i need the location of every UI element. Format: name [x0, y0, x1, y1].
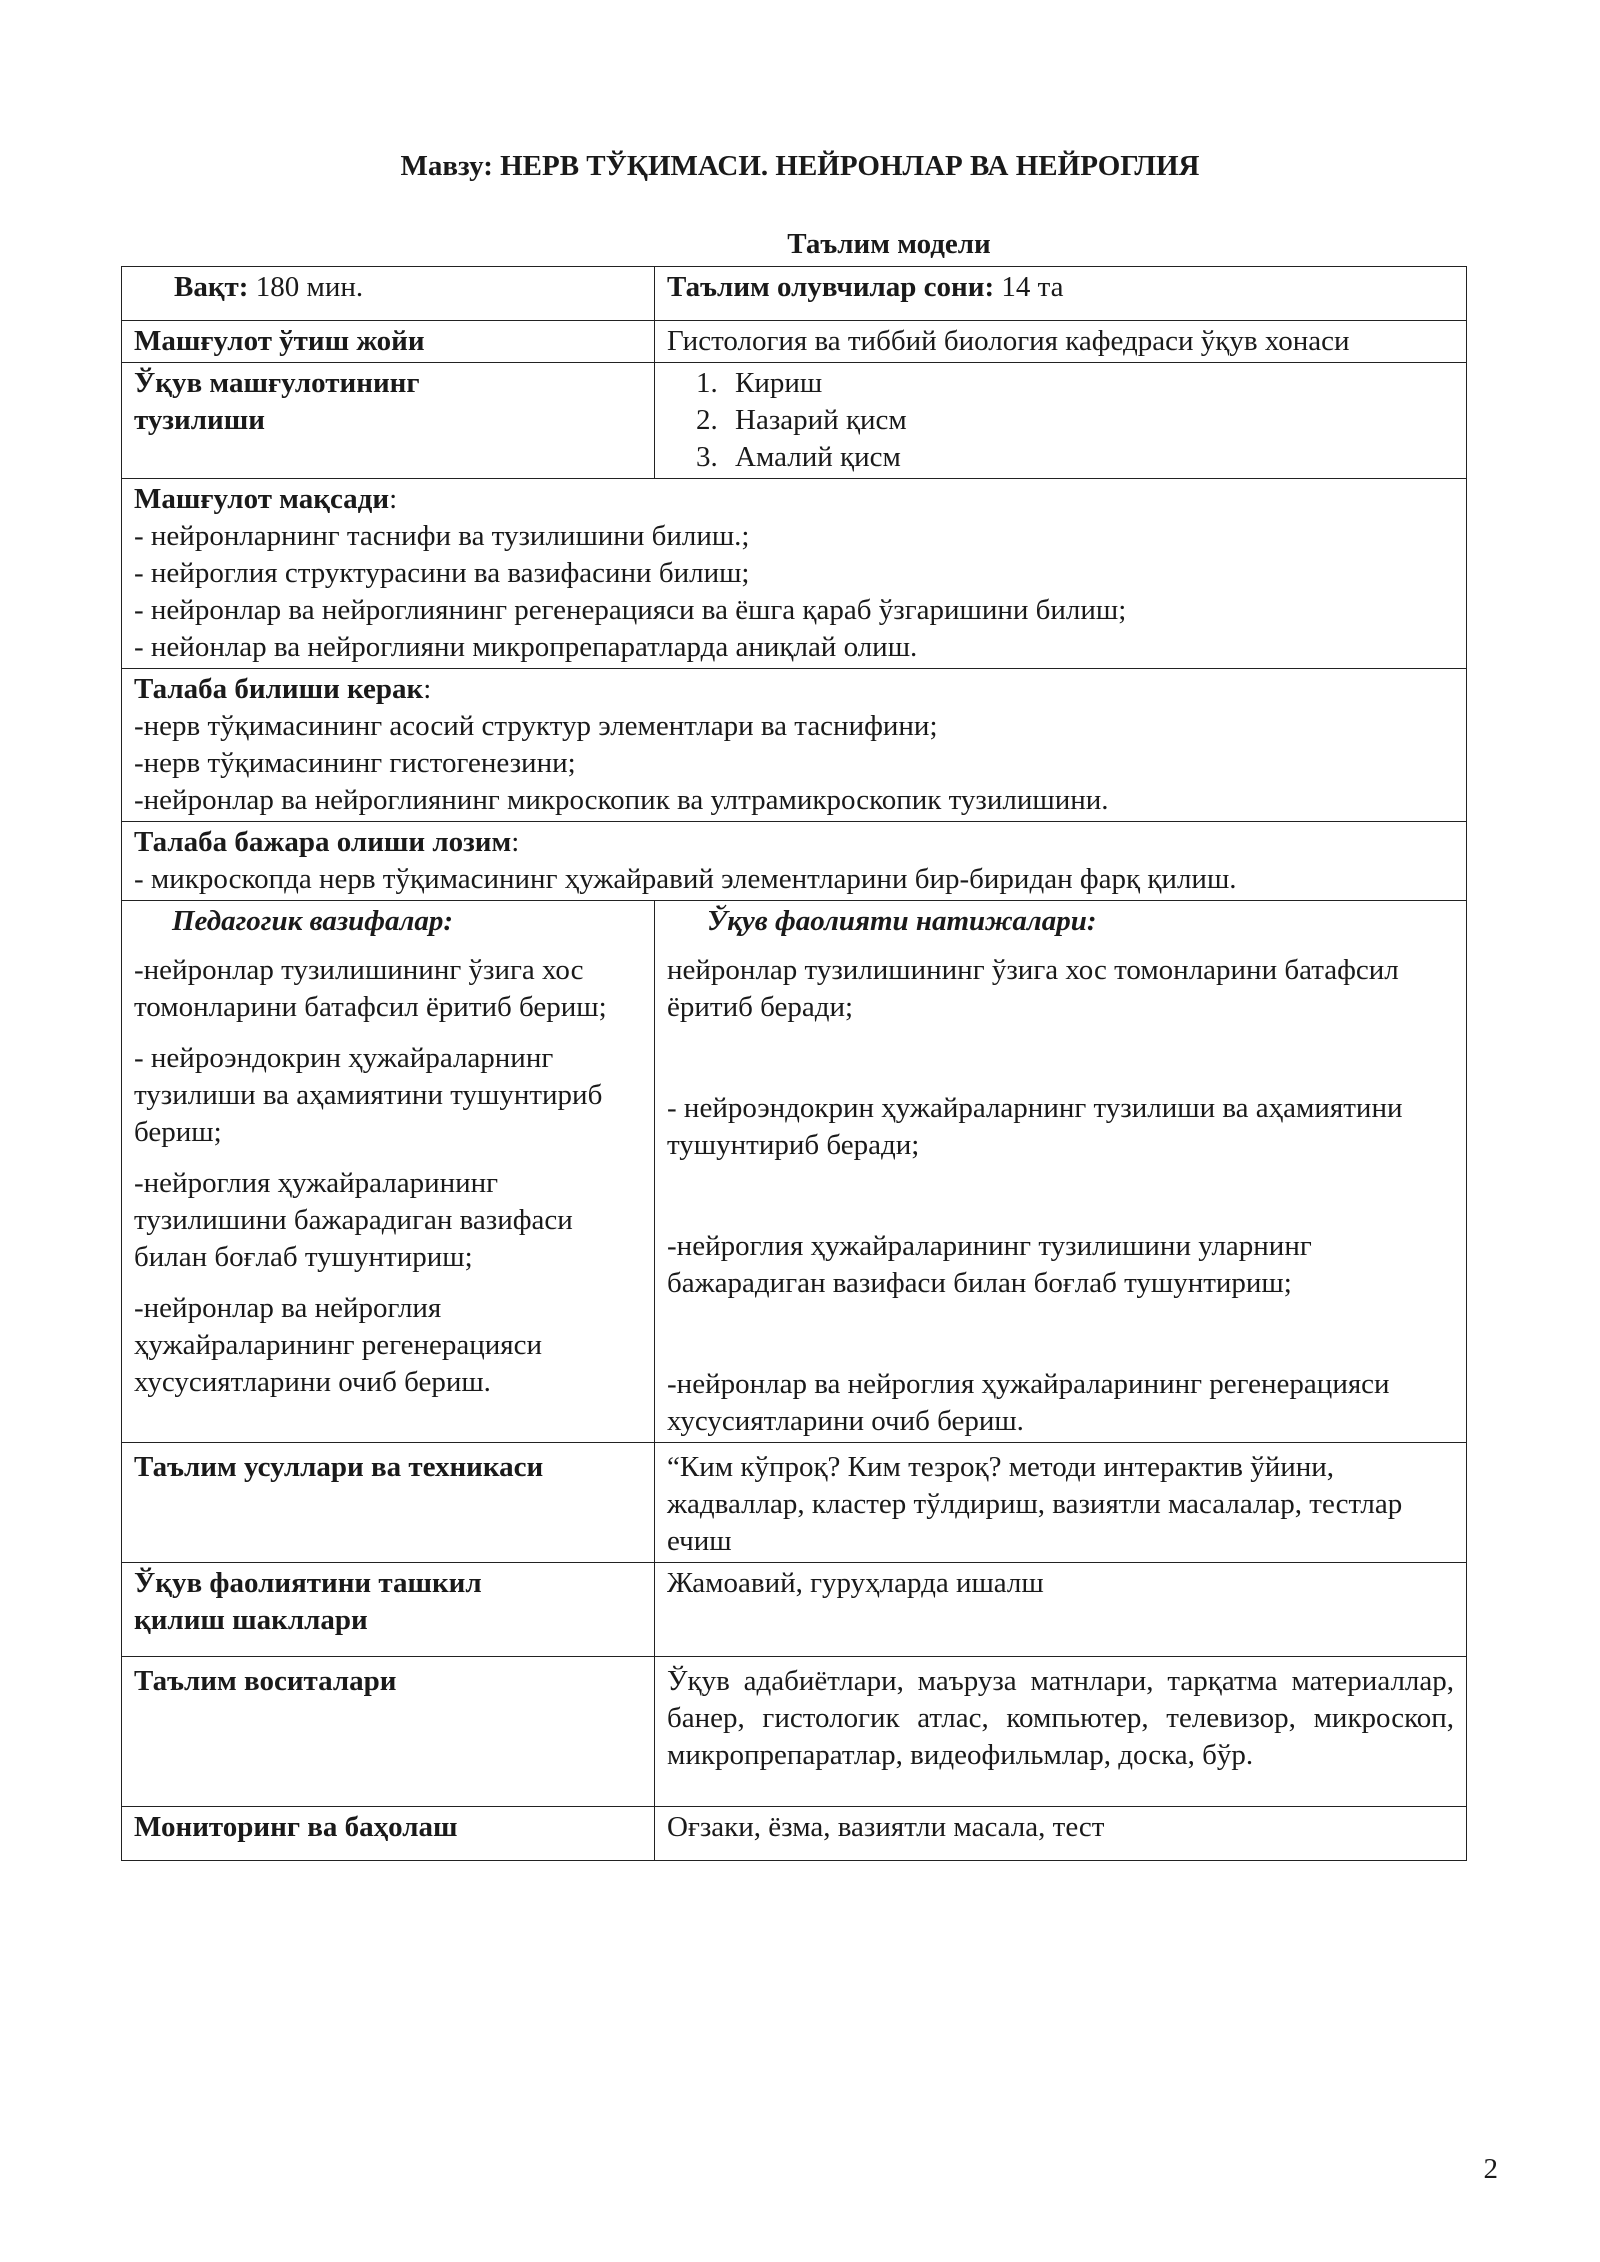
time-label: Вақт: — [174, 271, 249, 303]
row-know: Талаба билиши керак: -нерв тўқимасининг асосий структур элементлари ва таснифини; -нерв тўқимасининг гистогенезини; -нейронлар ва нейроглиянинг микроскопик ва ултрамикроскопик тузилишини. — [122, 669, 1467, 822]
place-label: Машғулот ўтиш жойи — [122, 321, 655, 363]
row-do: Талаба бажара олиши лозим: - микроскопда нерв тўқимасининг ҳужайравий элементларини бир-биридан фарқ қилиш. — [122, 822, 1467, 901]
page-title: Мавзу: НЕРВ ТЎҚИМАСИ. НЕЙРОНЛАР ВА НЕЙРОГЛИЯ — [400, 150, 1200, 182]
pedagogical-tasks-header: Педагогик вазифалар: — [172, 905, 454, 937]
know-label: Талаба билиши керак — [134, 673, 424, 705]
methods-label: Таълим усуллари ва техникаси — [122, 1443, 655, 1563]
know-item: -нерв тўқимасининг асосий структур элементлари ва таснифини; — [134, 710, 938, 742]
row-methods — [122, 1443, 1467, 1563]
know-item: -нейронлар ва нейроглиянинг микроскопик ва ултрамикроскопик тузилишини. — [134, 784, 1109, 816]
forms-label: Ўқув фаолиятини ташкил қилиш шакллари — [122, 1563, 655, 1657]
results-header: Ўқув фаолияти натижалари: — [707, 905, 1097, 937]
know-item: -нерв тўқимасининг гистогенезини; — [134, 747, 576, 779]
monitoring-label: Мониторинг ва баҳолаш — [122, 1807, 655, 1861]
do-item: - микроскопда нерв тўқимасининг ҳужайравий элементларини бир-биридан фарқ қилиш. — [134, 863, 1237, 895]
result-item: - нейроэндокрин ҳужайраларнинг тузилиши ва аҳамиятини тушунтириб беради; — [667, 1092, 1403, 1161]
pedagogical-task-item: -нейронлар ва нейроглия ҳужайраларининг регенерацияси хусусиятларини очиб бериш. — [134, 1292, 543, 1398]
goal-item: - нейронлар ва нейроглиянинг регенерацияси ва ёшга қараб ўзгаришини билиш; — [134, 594, 1127, 626]
methods-value: “Ким кўпроқ? Ким тезроқ? методи интерактив ўйини, жадваллар, кластер тўлдириш, вазиятли масалалар, тестлар ечиш — [655, 1443, 1467, 1563]
pedagogical-task-item: - нейроэндокрин ҳужайраларнинг тузилиши ва аҳамиятини тушунтириб бериш; — [134, 1042, 603, 1148]
row-tasks — [122, 901, 1467, 1443]
education-model-table — [121, 266, 1467, 1861]
row-forms — [122, 1563, 1467, 1657]
time-value: 180 мин. — [255, 271, 364, 303]
row-monitoring — [122, 1807, 1467, 1861]
students-label: Таълим олувчилар сони: — [667, 271, 995, 303]
do-label: Талаба бажара олиши лозим — [134, 826, 512, 858]
result-item: -нейронлар ва нейроглия ҳужайраларининг регенерацияси хусусиятларини очиб бериш. — [667, 1368, 1390, 1437]
structure-item: 3. Амалий қисм — [725, 439, 1454, 476]
page-number: 2 — [1483, 2153, 1498, 2185]
structure-item: 1. Кириш — [725, 365, 1454, 402]
means-label: Таълим воситалари — [122, 1657, 655, 1807]
forms-value: Жамоавий, гуруҳларда ишалш — [655, 1563, 1467, 1657]
means-value: Ўқув адабиётлари, маъруза матнлари, тарқатма материаллар, банер, гистологик атлас, компьютер, телевизор, микроскоп, микропрепаратлар, видеофильмлар, доска, бўр. — [655, 1657, 1467, 1807]
monitoring-value: Оғзаки, ёзма, вазиятли масала, тест — [655, 1807, 1467, 1861]
row-means — [122, 1657, 1467, 1807]
goal-item: - нейронларнинг таснифи ва тузилишини билиш.; — [134, 520, 750, 552]
row-structure — [122, 363, 1467, 479]
structure-list — [667, 365, 1454, 476]
result-item: нейронлар тузилишининг ўзига хос томонларини батафсил ёритиб беради; — [667, 954, 1399, 1023]
structure-label: Ўқув машғулотининг тузилиши — [122, 363, 655, 479]
students-value: 14 та — [1001, 271, 1064, 303]
pedagogical-task-item: -нейронлар тузилишининг ўзига хос томонларини батафсил ёритиб бериш; — [134, 954, 607, 1023]
row-place — [122, 321, 1467, 363]
result-item: -нейроглия ҳужайраларининг тузилишини уларнинг бажарадиган вазифаси билан боғлаб тушунтириш; — [667, 1230, 1312, 1299]
table-caption: Таълим модели — [787, 228, 991, 260]
row-goal: Машғулот мақсади: - нейронларнинг таснифи ва тузилишини билиш.; - нейроглия структурасини ва вазифасини билиш; - нейронлар ва нейроглиянинг регенерацияси ва ёшга қараб ўзгаришини билиш; - нейонлар ва нейроглияни микропрепаратларда аниқлай олиш. — [122, 479, 1467, 669]
goal-item: - нейонлар ва нейроглияни микропрепаратларда аниқлай олиш. — [134, 631, 918, 663]
pedagogical-task-item: -нейроглия ҳужайраларининг тузилишини бажарадиган вазифаси билан боғлаб тушунтириш; — [134, 1167, 573, 1273]
row-time — [122, 267, 1467, 321]
goal-item: - нейроглия структурасини ва вазифасини билиш; — [134, 557, 750, 589]
structure-item: 2. Назарий қисм — [725, 402, 1454, 439]
goal-label: Машғулот мақсади — [134, 483, 390, 515]
place-value: Гистология ва тиббий биология кафедраси ўқув хонаси — [655, 321, 1467, 363]
